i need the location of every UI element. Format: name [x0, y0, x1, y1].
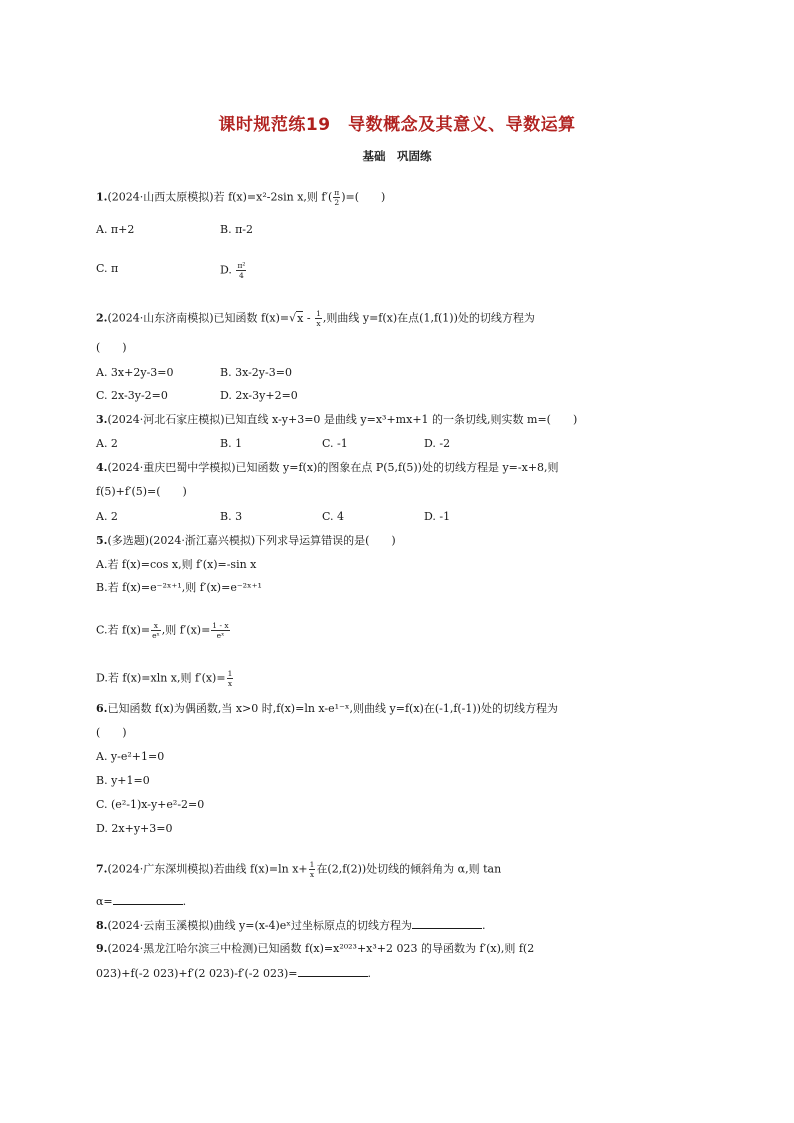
answer-blank[interactable]	[298, 965, 368, 977]
option-b: B. 3x-2y-3=0	[220, 366, 292, 379]
question-7-continued: α= .	[96, 895, 187, 908]
option-b: B. π-2	[220, 223, 254, 236]
option-c: C. π	[96, 262, 119, 275]
answer-blank[interactable]	[412, 917, 482, 929]
option-a: A. 2	[96, 510, 118, 523]
page-title: 课时规范练19 导数概念及其意义、导数运算	[218, 115, 576, 135]
option-d: D. 2x+y+3=0	[96, 822, 173, 835]
section-subtitle: 基础 巩固练	[362, 149, 432, 163]
question-4: 4.(2024·重庆巴蜀中学模拟)已知函数 y=f(x)的图象在点 P(5,f(5))处的切线方程是 y=-x+8,则	[96, 461, 559, 474]
answer-paren: ( )	[96, 726, 127, 739]
option-d: D. $\frac{\text{π²}}{4}$	[220, 261, 246, 280]
answer-paren: ( )	[96, 341, 127, 354]
fraction: $\frac{1}{x}$	[309, 860, 315, 879]
question-8: 8.(2024·云南玉溪模拟)曲线 y=(x-4)eˣ过坐标原点的切线方程为 .	[96, 919, 486, 932]
option-b: B. 1	[220, 437, 243, 450]
fraction: $\frac{\pi}{2}$	[334, 188, 340, 207]
question-3: 3.(2024·河北石家庄模拟)已知直线 x-y+3=0 是曲线 y=x³+mx+1 的一条切线,则实数 m=( )	[96, 413, 578, 426]
option-a: A. π+2	[96, 223, 135, 236]
option-d: D. -1	[424, 510, 451, 523]
question-number: 1.	[96, 190, 108, 204]
question-2: 2.(2024·山东济南模拟)已知函数 f(x)=√x - $\frac{1}{x}$ ,则曲线 y=f(x)在点(1,f(1))处的切线方程为	[96, 309, 535, 328]
fraction: $\frac{\text{π²}}{4}$	[237, 261, 246, 280]
question-6: 6.已知函数 f(x)为偶函数,当 x>0 时,f(x)=ln x-e¹⁻ˣ,则曲线 y=f(x)在(-1,f(-1))处的切线方程为	[96, 702, 558, 715]
option-c: C. (e²-1)x-y+e²-2=0	[96, 798, 205, 811]
sqrt-symbol: √	[289, 311, 297, 325]
option-c: C. -1	[322, 437, 348, 450]
option-c: C. 4	[322, 510, 345, 523]
question-number: 5.	[96, 534, 108, 547]
question-4-continued: f(5)+f′(5)=( )	[96, 485, 187, 498]
question-number: 8.	[96, 919, 108, 932]
question-number: 6.	[96, 702, 108, 715]
question-5: 5.(多选题)(2024·浙江嘉兴模拟)下列求导运算错误的是( )	[96, 534, 396, 547]
option-b: B. 3	[220, 510, 243, 523]
option-d: D.若 f(x)=xln x,则 f′(x)= $\frac{1}{x}$	[96, 669, 233, 688]
option-a: A. 2	[96, 437, 118, 450]
fraction: $\frac{1}{x}$	[227, 669, 233, 688]
option-c: C.若 f(x)= $\frac{x}{\text{eˣ}}$ ,则 f′(x)= $\frac{1 - x}{\text{eˣ}}$	[96, 621, 229, 640]
option-b: B.若 f(x)=e⁻²ˣ⁺¹,则 f′(x)=e⁻²ˣ⁺¹	[96, 581, 262, 594]
fraction: $\frac{1 - x}{\text{eˣ}}$	[212, 621, 229, 640]
question-number: 7.	[96, 862, 108, 876]
option-c: C. 2x-3y-2=0	[96, 389, 168, 402]
option-a: A. y-e²+1=0	[96, 750, 165, 763]
option-d: D. 2x-3y+2=0	[220, 389, 298, 402]
option-d: D. -2	[424, 437, 451, 450]
question-number: 4.	[96, 461, 108, 474]
option-a: A.若 f(x)=cos x,则 f′(x)=-sin x	[96, 558, 257, 571]
option-a: A. 3x+2y-3=0	[96, 366, 174, 379]
question-number: 2.	[96, 311, 108, 325]
question-9-continued: 023)+f(-2 023)+f′(2 023)-f′(-2 023)= .	[96, 967, 372, 980]
question-1: 1.(2024·山西太原模拟)若 f(x)=x²-2sin x,则 f′( $\frac{\pi}{2}$ )=( )	[96, 188, 386, 207]
question-7: 7.(2024·广东深圳模拟)若曲线 f(x)=ln x+ $\frac{1}{x}$ 在(2,f(2))处切线的倾斜角为 α,则 tan	[96, 860, 502, 879]
question-number: 9.	[96, 942, 108, 955]
question-number: 3.	[96, 413, 108, 426]
option-b: B. y+1=0	[96, 774, 150, 787]
question-9: 9.(2024·黑龙江哈尔滨三中检测)已知函数 f(x)=x²⁰²³+x³+2 023 的导函数为 f′(x),则 f(2	[96, 942, 535, 955]
fraction: $\frac{x}{\text{eˣ}}$	[152, 621, 160, 640]
answer-blank[interactable]	[113, 893, 183, 905]
fraction: $\frac{1}{x}$	[316, 309, 321, 328]
